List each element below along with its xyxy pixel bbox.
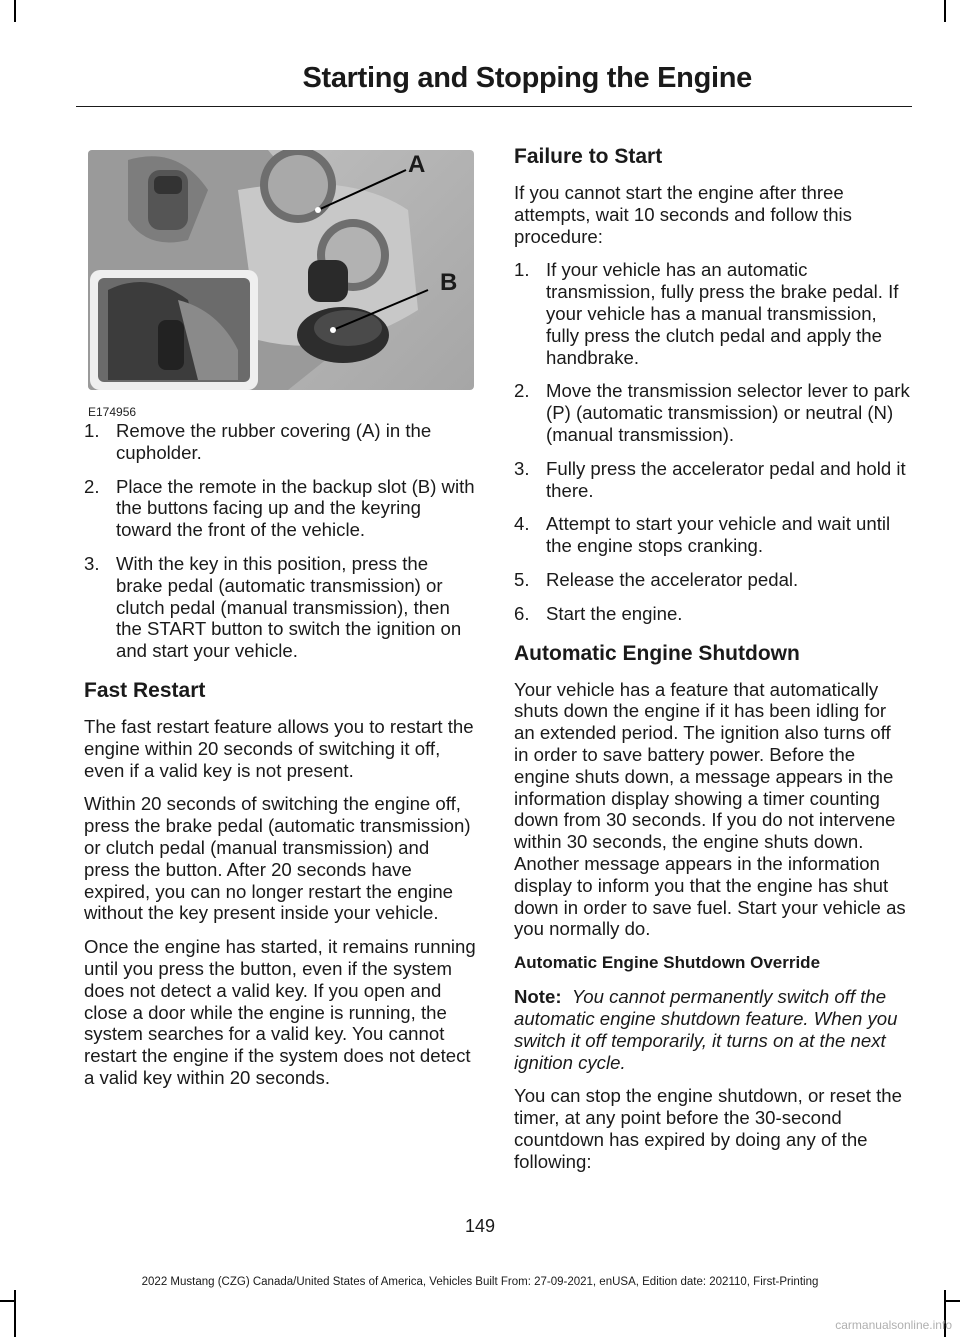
fast-restart-paragraph: Within 20 seconds of switching the engine off, press the brake pedal (automatic transmission) or clutch pedal (manual transmission) and press the button. After 20 seconds have expired, you can no longer restart the engine without the key present inside your vehicle. [84, 793, 471, 924]
step-text: Move the transmission selector lever to park (P) (automatic transmission) or neutral (N) (manual transmission). [546, 380, 910, 445]
cupholder-figure [84, 140, 476, 420]
header-divider [76, 106, 912, 107]
automatic-shutdown-heading: Automatic Engine Shutdown [514, 641, 800, 665]
backup-slot-steps [84, 420, 476, 662]
step-text: With the key in this position, press the brake pedal (automatic transmission) or clutch pedal (manual transmission), then the START button to switch the ignition on and start your vehicle. [116, 552, 462, 662]
step-text: Attempt to start your vehicle and wait until the engine stops cranking. [546, 513, 891, 557]
list-item [84, 420, 476, 464]
cupholder-illustration [88, 150, 474, 390]
failure-intro: If you cannot start the engine after three attempts, wait 10 seconds and follow this procedure: [514, 182, 852, 247]
page-title: Starting and Stopping the Engine [302, 62, 752, 94]
list-item [514, 458, 910, 502]
step-number: 1. [84, 420, 100, 441]
failure-to-start-heading: Failure to Start [514, 145, 663, 168]
page-footer: 2022 Mustang (CZG) Canada/United States of America, Vehicles Built From: 27-09-2021, enUSA, Edition date: 202110, First-Printing [141, 1276, 819, 1288]
fast-restart-paragraph: Once the engine has started, it remains running until you press the button, even if the system does not detect a valid key. If you open and close a door while the engine is running, the system searches for a valid key. You cannot restart the engine if the system does not detect a valid key within 20 seconds. [84, 936, 476, 1088]
figure-code: E174956 [88, 405, 137, 419]
step-number: 5. [514, 568, 530, 590]
list-item [514, 569, 910, 591]
step-number: 1. [514, 259, 530, 281]
crop-mark [14, 0, 16, 22]
step-text: Fully press the accelerator pedal and hold it there. [546, 457, 906, 501]
override-note [514, 986, 910, 1073]
failure-steps [514, 259, 910, 624]
override-paragraph: You can stop the engine shutdown, or reset the timer, at any point before the 30-second countdown has expired by doing any of the following: [514, 1085, 902, 1172]
crop-mark [0, 1300, 14, 1302]
fast-restart-heading: Fast Restart [84, 678, 206, 702]
crop-mark [14, 1290, 16, 1337]
step-text: Release the accelerator pedal. [546, 568, 799, 590]
cupholder-photo [88, 150, 474, 390]
callout-b: B [440, 269, 458, 296]
right-column [514, 144, 910, 1184]
watermark: carmanualsonline.info [835, 1318, 952, 1332]
left-column [84, 140, 476, 1101]
list-item [84, 476, 476, 541]
step-number: 6. [514, 602, 530, 624]
automatic-shutdown-paragraph: Your vehicle has a feature that automatically shuts down the engine if it has been idling for an extended period. The ignition also turns off in order to save battery power. Before the engine shuts down, a message appears in the information display showing a timer counting down from 30 seconds. If you do not intervene within 30 seconds, the engine shuts down. Another message appears in the information display to inform you that the engine has shut down in order to save fuel. Start your vehicle as you normally do. [514, 678, 906, 940]
step-number: 2. [514, 380, 530, 402]
crop-mark [946, 1300, 960, 1302]
step-number: 3. [84, 552, 100, 574]
list-item [514, 380, 910, 445]
step-text: Place the remote in the backup slot (B) with the buttons facing up and the keyring toward the front of the vehicle. [116, 475, 475, 541]
list-item [514, 603, 910, 625]
step-text: If your vehicle has an automatic transmission, fully press the brake pedal. If your vehicle has a manual transmission, fully press the clutch pedal and apply the handbrake. [546, 259, 899, 368]
note-label: Note: [514, 986, 562, 1008]
page-number: 149 [464, 1216, 496, 1236]
callout-a: A [408, 151, 426, 178]
step-number: 4. [514, 513, 530, 535]
crop-mark [944, 0, 946, 22]
step-number: 3. [514, 457, 530, 479]
step-text: Start the engine. [546, 602, 683, 624]
note-text: You cannot permanently switch off the automatic engine shutdown feature. When you switch it off temporarily, it turns on at the next ignition cycle. [514, 986, 898, 1073]
fast-restart-paragraph: The fast restart feature allows you to restart the engine within 20 seconds of switching it off, even if a valid key is not present. [84, 715, 474, 781]
list-item [514, 259, 910, 368]
list-item [84, 553, 476, 662]
shutdown-override-heading: Automatic Engine Shutdown Override [514, 953, 821, 973]
step-text: Remove the rubber covering (A) in the cupholder. [116, 420, 432, 463]
step-number: 2. [84, 475, 100, 497]
list-item [514, 513, 910, 557]
